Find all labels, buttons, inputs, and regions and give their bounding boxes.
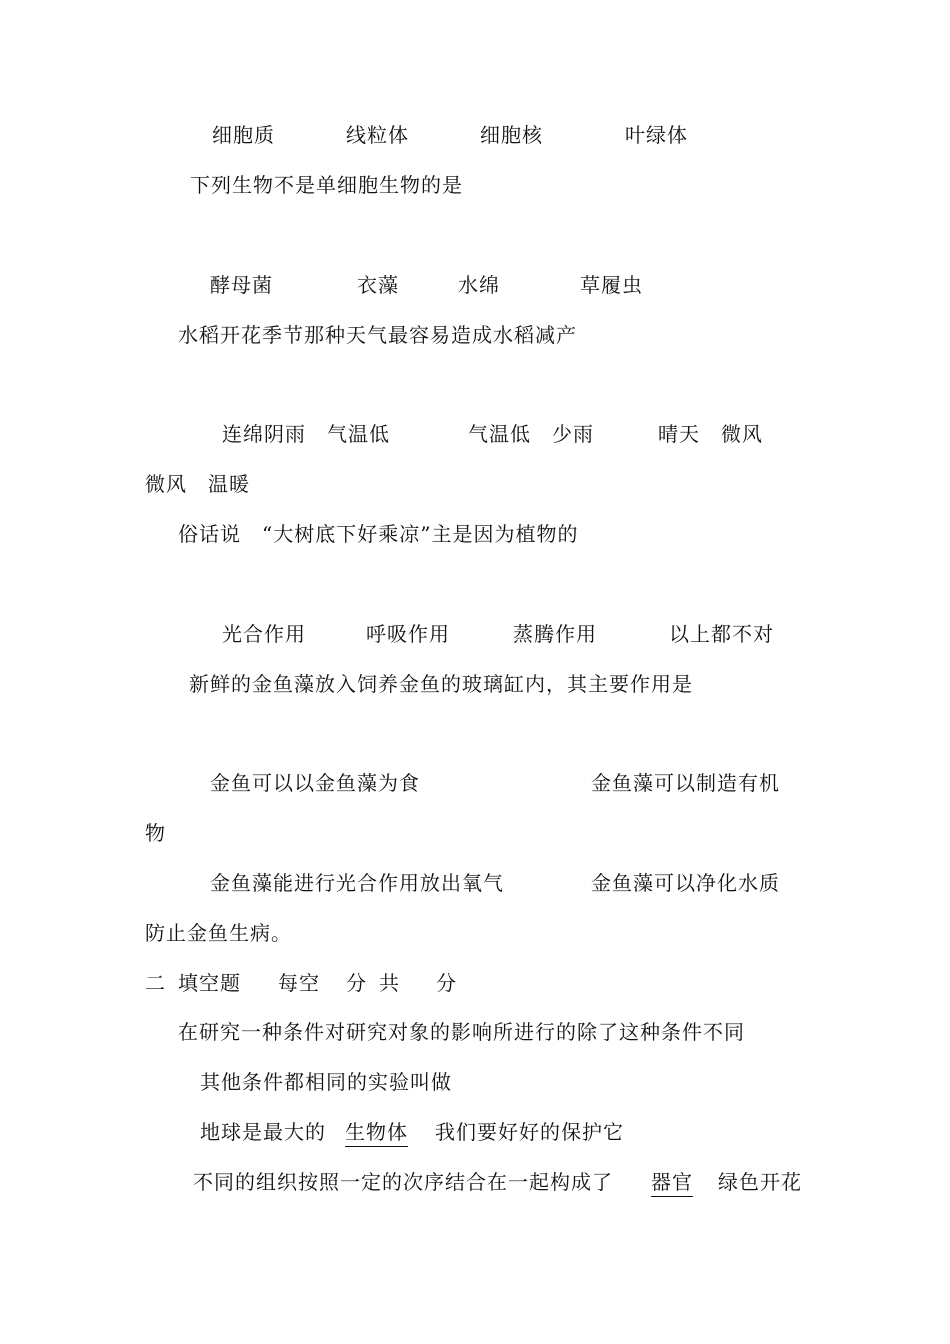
question-stem: 水稻开花季节那种天气最容易造成水稻减产 [178, 323, 577, 347]
fill-answer: 生物体 [345, 1120, 408, 1147]
option-d-continued: 防止金鱼生病。 [145, 921, 292, 945]
option-d: 微风 温暖 [145, 472, 250, 496]
fill-answer: 器官 [651, 1170, 693, 1197]
section-title: 填空题 [178, 971, 241, 995]
option-b: 线粒体 [346, 123, 409, 147]
option-a: 连绵阴雨 气温低 [222, 422, 390, 446]
option-c: 晴天 微风 [658, 422, 763, 446]
option-b: 金鱼藻可以制造有机 [591, 771, 780, 795]
option-c: 水绵 [458, 273, 500, 297]
option-b-continued: 物 [145, 821, 166, 845]
fill-question-continued: 其他条件都相同的实验叫做 [200, 1070, 452, 1094]
section-per-blank: 每空 [278, 971, 320, 995]
option-c: 蒸腾作用 [513, 622, 597, 646]
option-b: 衣藻 [357, 273, 399, 297]
question-stem: 俗话说 “大树底下好乘凉”主是因为植物的 [178, 522, 579, 546]
option-a: 酵母菌 [210, 273, 273, 297]
fill-question: 不同的组织按照一定的次序结合在一起构成了 [193, 1170, 613, 1194]
fill-question-continued: 我们要好好的保护它 [435, 1120, 624, 1144]
fill-question-continued: 绿色开花 [718, 1170, 802, 1194]
option-b: 呼吸作用 [366, 622, 450, 646]
option-a: 金鱼可以以金鱼藻为食 [210, 771, 420, 795]
option-d: 草履虫 [580, 273, 643, 297]
fill-question: 在研究一种条件对研究对象的影响所进行的除了这种条件不同 [178, 1020, 745, 1044]
option-c: 细胞核 [480, 123, 543, 147]
option-d: 叶绿体 [625, 123, 688, 147]
section-unit: 分 [346, 971, 367, 995]
question-stem: 下列生物不是单细胞生物的是 [190, 173, 463, 197]
option-b: 气温低 少雨 [468, 422, 594, 446]
option-a: 光合作用 [222, 622, 306, 646]
option-c: 金鱼藻能进行光合作用放出氧气 [210, 871, 504, 895]
option-a: 细胞质 [212, 123, 275, 147]
question-stem: 新鲜的金鱼藻放入饲养金鱼的玻璃缸内，其主要作用是 [189, 672, 693, 696]
option-d: 以上都不对 [669, 622, 774, 646]
option-d: 金鱼藻可以净化水质 [591, 871, 780, 895]
section-unit: 分 [436, 971, 457, 995]
section-number: 二 [145, 971, 166, 995]
fill-question: 地球是最大的 [200, 1120, 326, 1144]
section-total: 共 [379, 971, 400, 995]
